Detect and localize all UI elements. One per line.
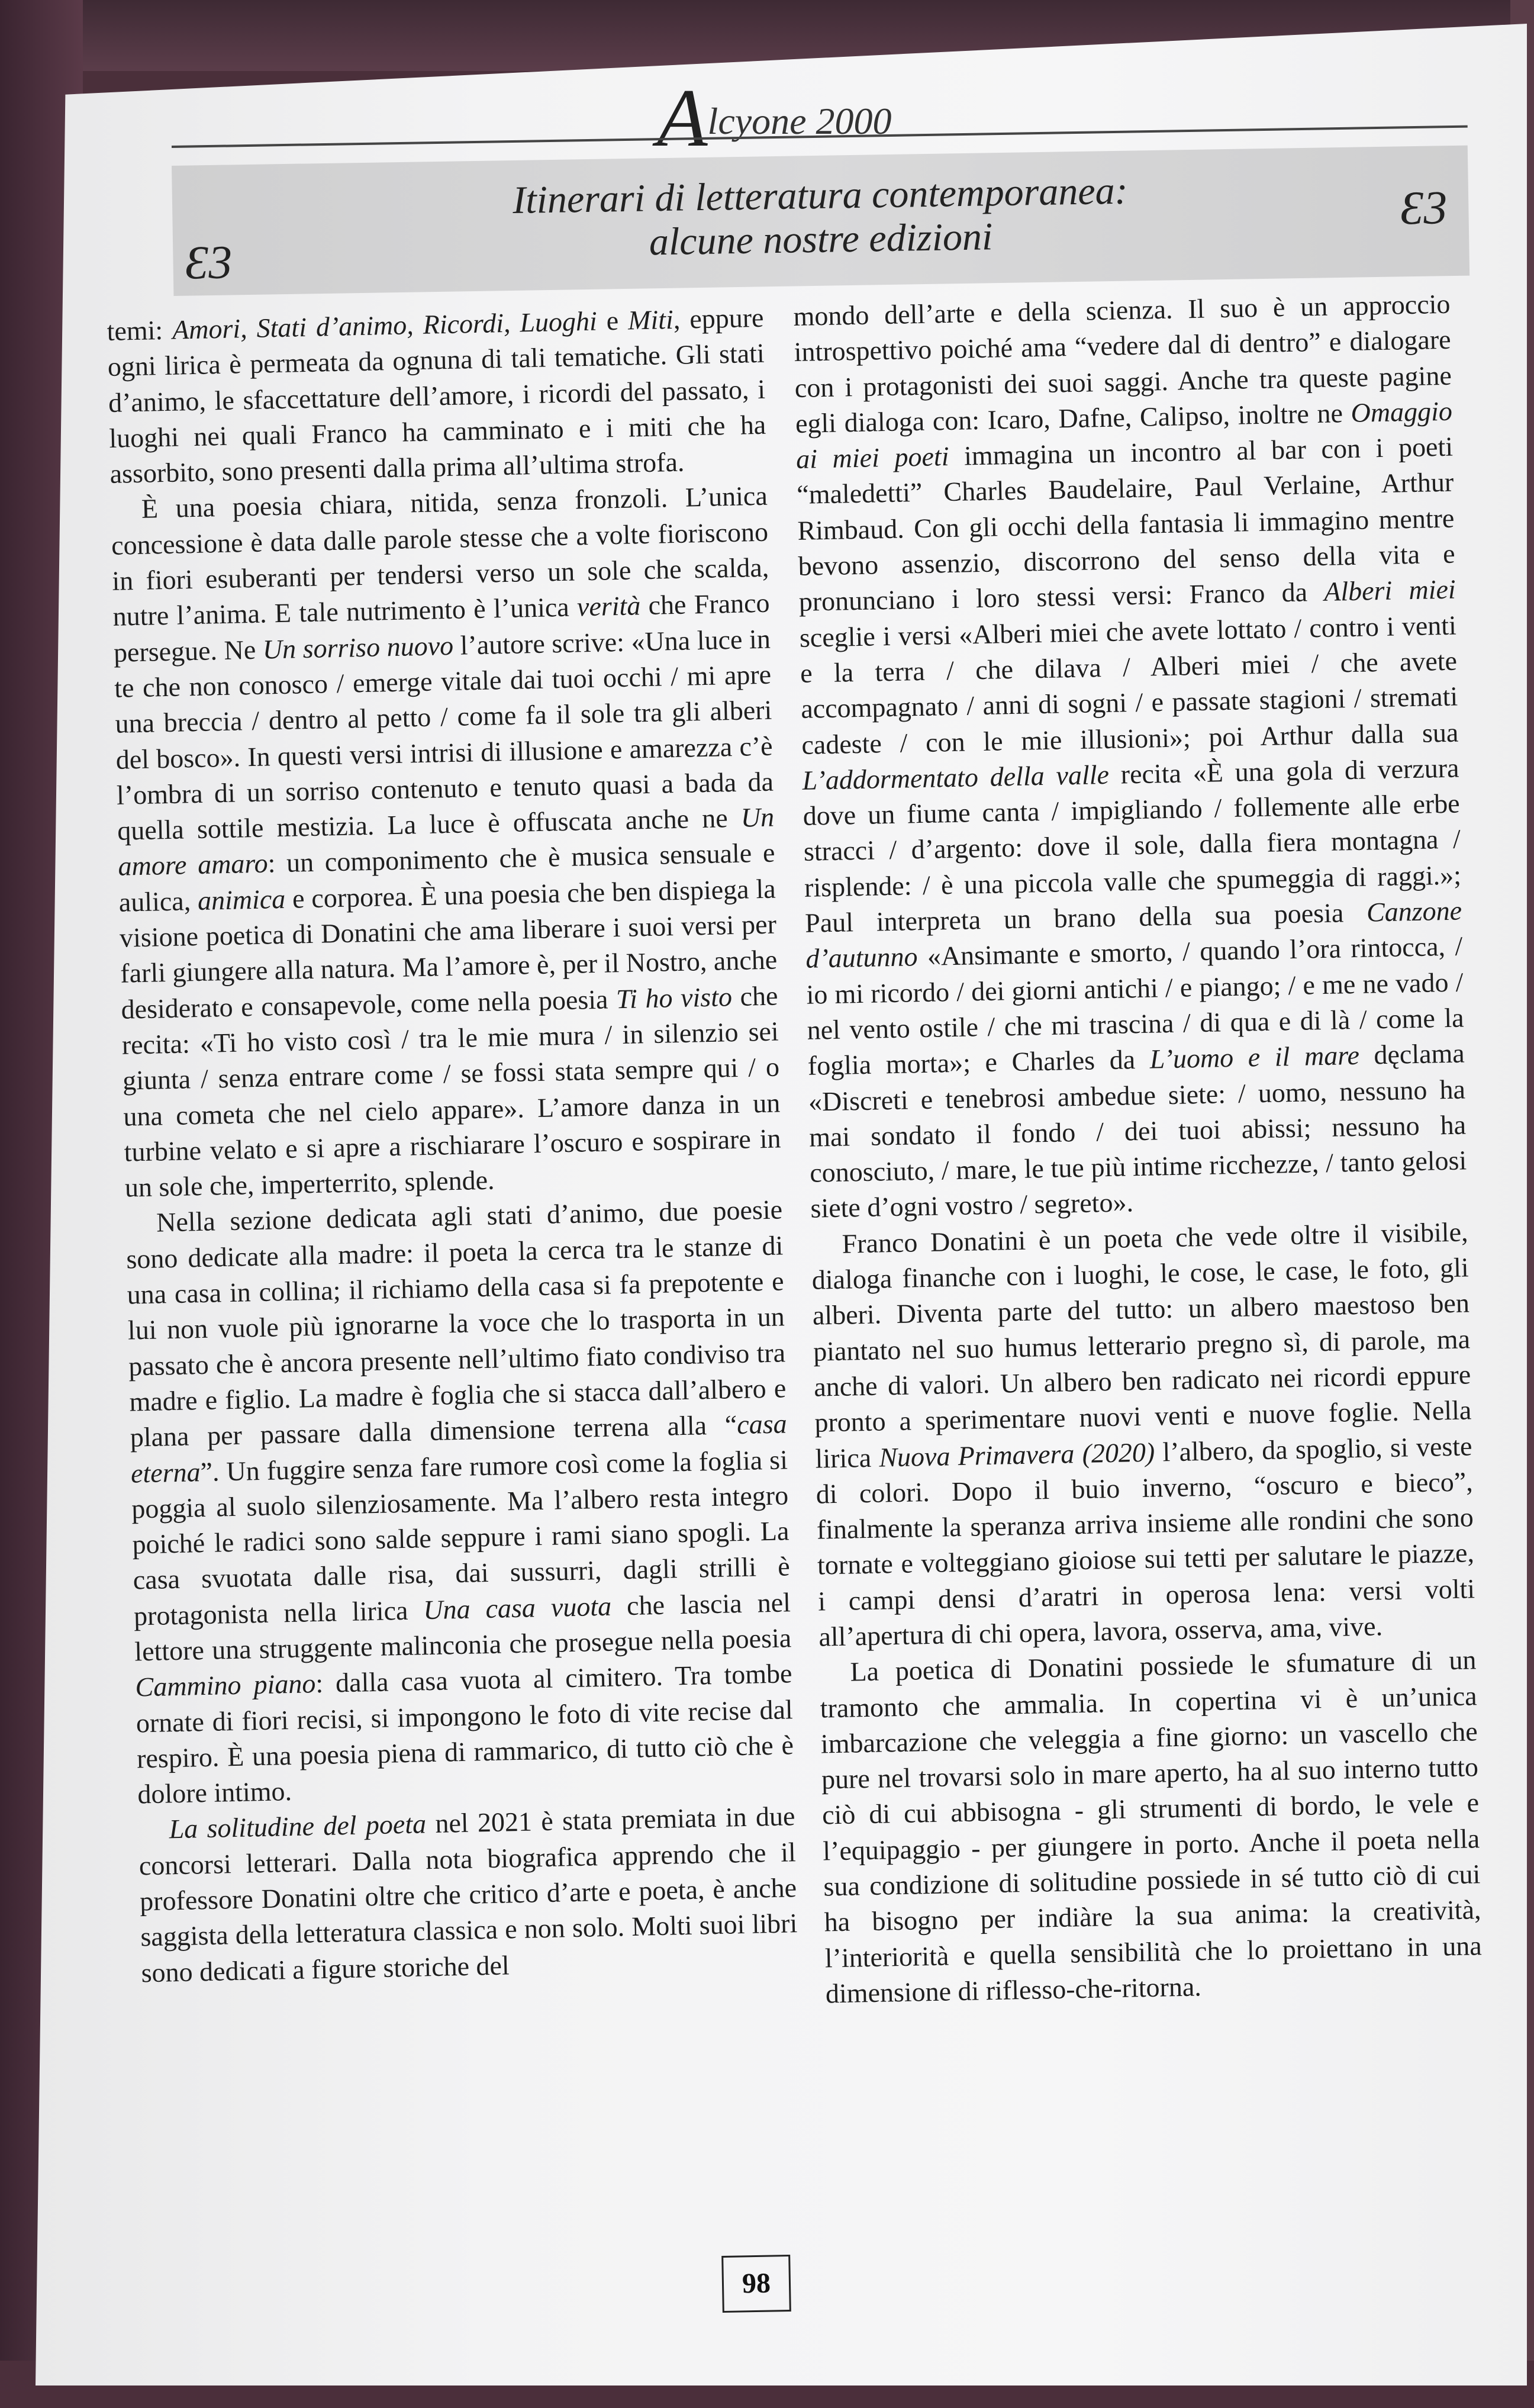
right-column — [793, 286, 1483, 2012]
section-banner — [172, 146, 1469, 296]
banner-title-line-1: Itinerari di letteratura contemporanea: — [512, 169, 1129, 222]
paragraph: mondo dell’arte e della scienza. Il suo è un approccio introspettivo poiché ama “vedere dal di dentro” e dialogare con i protagonisti dei suoi saggi. Anche tra queste pagine egli dialoga con: Icaro, Dafne, Calipso, inoltre ne Omaggio ai miei poeti immagina un incontro al bar con i poeti “maledetti” Charles Baudelaire, Paul Verlaine, Arthur Rimbaud. Con gli occhi della fantasia li immagino mentre bevono assenzio, discorrono del senso della vita e pronunciano i loro stessi versi: Franco da Alberi miei sceglie i versi «Alberi miei che avete lottato / contro i venti e la terra / che dilava / Alberi miei / che avete accompagnato / anni di sogni / e passate stagioni / stremati cadeste / con le mie illusioni»; poi Arthur dalla sua L’addormentato della valle recita «È una gola di verzura dove un fiume canta / impigliando / follemente alle erbe stracci / d’argento: dove il sole, dalla fiera montagna / risplende: / è una piccola valle che spumeggia di raggi.»; Paul interpreta un brano della sua poesia Canzone d’autunno «Ansimante e smorto, / quando l’ora rintocca, / io mi ricordo / dei giorni antichi / e piango; / e me ne vado / nel vento ostile / che mi trascina / di qua e di là / come la foglia morta»; e Charles da L’uomo e il mare dęclama «Discreti e tenebrosi ambedue siete: / uomo, nessuno ha mai sondato il fondo / dei tuoi abissi; nessuno ha conosciuto, / mare, le tue più intime ricchezze, / tanto gelosi siete d’ogni vostro / segreto». — [793, 288, 1467, 1224]
banner-title-line-2: alcune nostre edizioni — [649, 215, 993, 264]
left-column — [107, 300, 798, 1991]
ornament-right-icon: Ɛ3 — [1400, 182, 1448, 235]
running-head — [657, 72, 965, 164]
running-head-initial: A — [657, 72, 708, 164]
running-head-text: lcyone 2000 — [707, 100, 892, 142]
page-number: 98 — [721, 2255, 791, 2313]
paragraph: La poetica di Donatini possiede le sfumature di un tramonto che ammalia. In copertina vi è un’unica imbarcazione che veleggia a fine giorno: un vascello che pure nel trovarsi solo in mare aperto, ha al suo interno tutto ciò di cui abbisogna - gli strumenti di bordo, le vele e l’equipaggio - per giungere in porto. Anche il poeta nella sua condizione di solitudine possiede in sé tutto ciò di cui ha bisogno per indiàre la sua anima: la creatività, l’interiorità e quella sensibilità che lo proiettano in una dimensione di riflesso-che-ritorna. — [820, 1644, 1483, 2009]
paragraph: Nella sezione dedicata agli stati d’animo, due poesie sono dedicate alla madre: il poeta la cerca tra le stanze di una casa in collina; il richiamo della casa si fa prepotente e lui non vuole più ignorarne la voce che lo trasporta in un passato che è ancora presente nell’ultimo fiato condiviso tra madre e figlio. La madre è foglia che si stacca dall’albero e plana per passare dalla dimensione terrena alla “casa eterna”. Un fuggire senza fare rumore così come la foglia si poggia al suolo silenziosamente. Ma l’albero resta integro poiché le radici sono salde seppure i rami siano spogli. La casa svuotata dalle risa, dai sussurri, dagli strilli è protagonista nella lirica Una casa vuota che lascia nel lettore una struggente malinconia che prosegue nella poesia Cammino piano: dalla casa vuota al cimitero. Tra tombe ornate di fiori recisi, si impongono le foto di vite recise dal respiro. È una poesia piena di rammarico, di tutto ciò che è dolore intimo. — [125, 1194, 794, 1810]
paragraph: temi: Amori, Stati d’animo, Ricordi, Luoghi e Miti, eppure ogni lirica è permeata da ognuna di tali tematiche. Gli stati d’animo, le sfaccettature dell’amore, i ricordi del passato, i luoghi nei quali Franco ha camminato e i miti che ha assorbito, sono presenti dalla prima all’ultima strofa. — [107, 302, 766, 490]
paragraph: È una poesia chiara, nitida, senza fronzoli. L’unica concessione è data dalle parole stesse che a volte fioriscono in fiori esuberanti per tendersi verso un sole che scalda, nutre l’anima. E tale nutrimento è l’unica verità che Franco persegue. Ne Un sorriso nuovo l’autore scrive: «Una luce in te che non conosco / emerge vitale dai tuoi occhi / mi apre una breccia / dentro al petto / come fa il sole tra gli alberi del bosco». In questi versi intrisi di illusione e amarezza c’è l’ombra di un sorriso contenuto e tenuto quasi a bada da quella sottile mestizia. La luce è offuscata anche ne Un amore amaro: un componimento che è musica sensuale e aulica, animica e corporea. È una poesia che ben dispiega la visione poetica di Donatini che ama liberare i suoi versi per farli giungere alla natura. Ma l’amore è, per il Nostro, anche desiderato e consapevole, come nella poesia Ti ho visto che recita: «Ti ho visto così / tra le mie mura / in silenzio sei giunta / senza entrare come / se fossi stata sempre qui / o una cometa che nel cielo appare». L’amore danza in un turbine velato e si apre a rischiarare l’oscuro e sospirare in un sole che, imperterrito, splende. — [111, 481, 781, 1203]
ornament-left-icon: Ɛ3 — [184, 236, 233, 289]
paragraph: Franco Donatini è un poeta che vede oltre il visibile, dialoga finanche con i luoghi, le cose, le case, le foto, gli alberi. Diventa parte del tutto: un albero maestoso ben piantato nel suo humus letterario pregno sì, di parole, ma anche di valori. Un albero ben radicato nei ricordi eppure pronto a sperimentare nuovi venti e nuove foglie. Nella lirica Nuova Primavera (2020) l’albero, da spoglio, si veste di colori. Dopo il buio inverno, “oscuro e bieco”, finalmente la speranza arriva insieme alle rondini che sono tornate e volteggiano gioiose sui tetti per salutare le piazze, i campi densi d’aratri in operosa lena: versi volti all’apertura di chi opera, lavora, osserva, ama, vive. — [811, 1216, 1475, 1652]
paragraph: La solitudine del poeta nel 2021 è stata premiata in due concorsi letterari. Dalla nota biografica apprendo che il professore Donatini oltre che critico d’arte e poeta, è anche saggista della letteratura classica e non solo. Molti suoi libri sono dedicati a figure storiche del — [138, 1801, 798, 1988]
